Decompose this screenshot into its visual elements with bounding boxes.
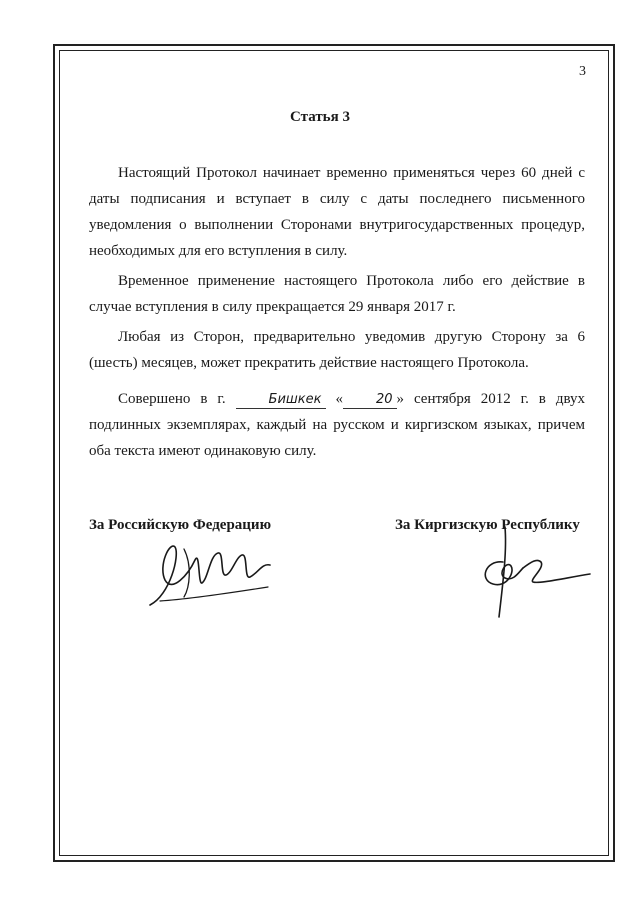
done-prefix: Совершено в г. (118, 391, 226, 407)
done-suffix: сентября 2012 г. в двух подлинных экземплярах, каждый на русском и киргизском языках, причем оба текста имеют одинаковую силу. (89, 391, 586, 459)
page-number: 3 (579, 64, 586, 79)
signatory-label-kyrgyzstan: За Киргизскую Республику (395, 517, 580, 533)
handwritten-city: Бишкек (236, 392, 326, 409)
handwritten-day: 20 (343, 392, 397, 409)
signature-kyrgyzstan-image (475, 522, 595, 622)
signatory-label-russia: За Российскую Федерацию (89, 517, 272, 533)
done-clause-paragraph (89, 386, 585, 464)
article-body (89, 160, 585, 380)
close-quote: » (396, 391, 404, 407)
done-clause (89, 386, 585, 468)
paragraph-termination-date: Временное применение настоящего Протокола либо его действие в случае вступления в силу прекращается 29 января 2017 г. (89, 273, 585, 315)
paragraph-withdrawal: Любая из Сторон, предварительно уведомив другую Сторону за 6 (шесть) месяцев, может прекратить действие настоящего Протокола. (89, 329, 585, 371)
paragraph-entry-into-force: Настоящий Протокол начинает временно применяться через 60 дней с даты подписания и вступает в силу с даты последнего письменного уведомления о выполнении Сторонами внутригосударственных процедур, необходимых для его вступления в силу. (89, 165, 585, 259)
article-title: Статья 3 (290, 109, 350, 125)
open-quote: « (335, 391, 343, 407)
signature-russia-image (140, 535, 280, 615)
